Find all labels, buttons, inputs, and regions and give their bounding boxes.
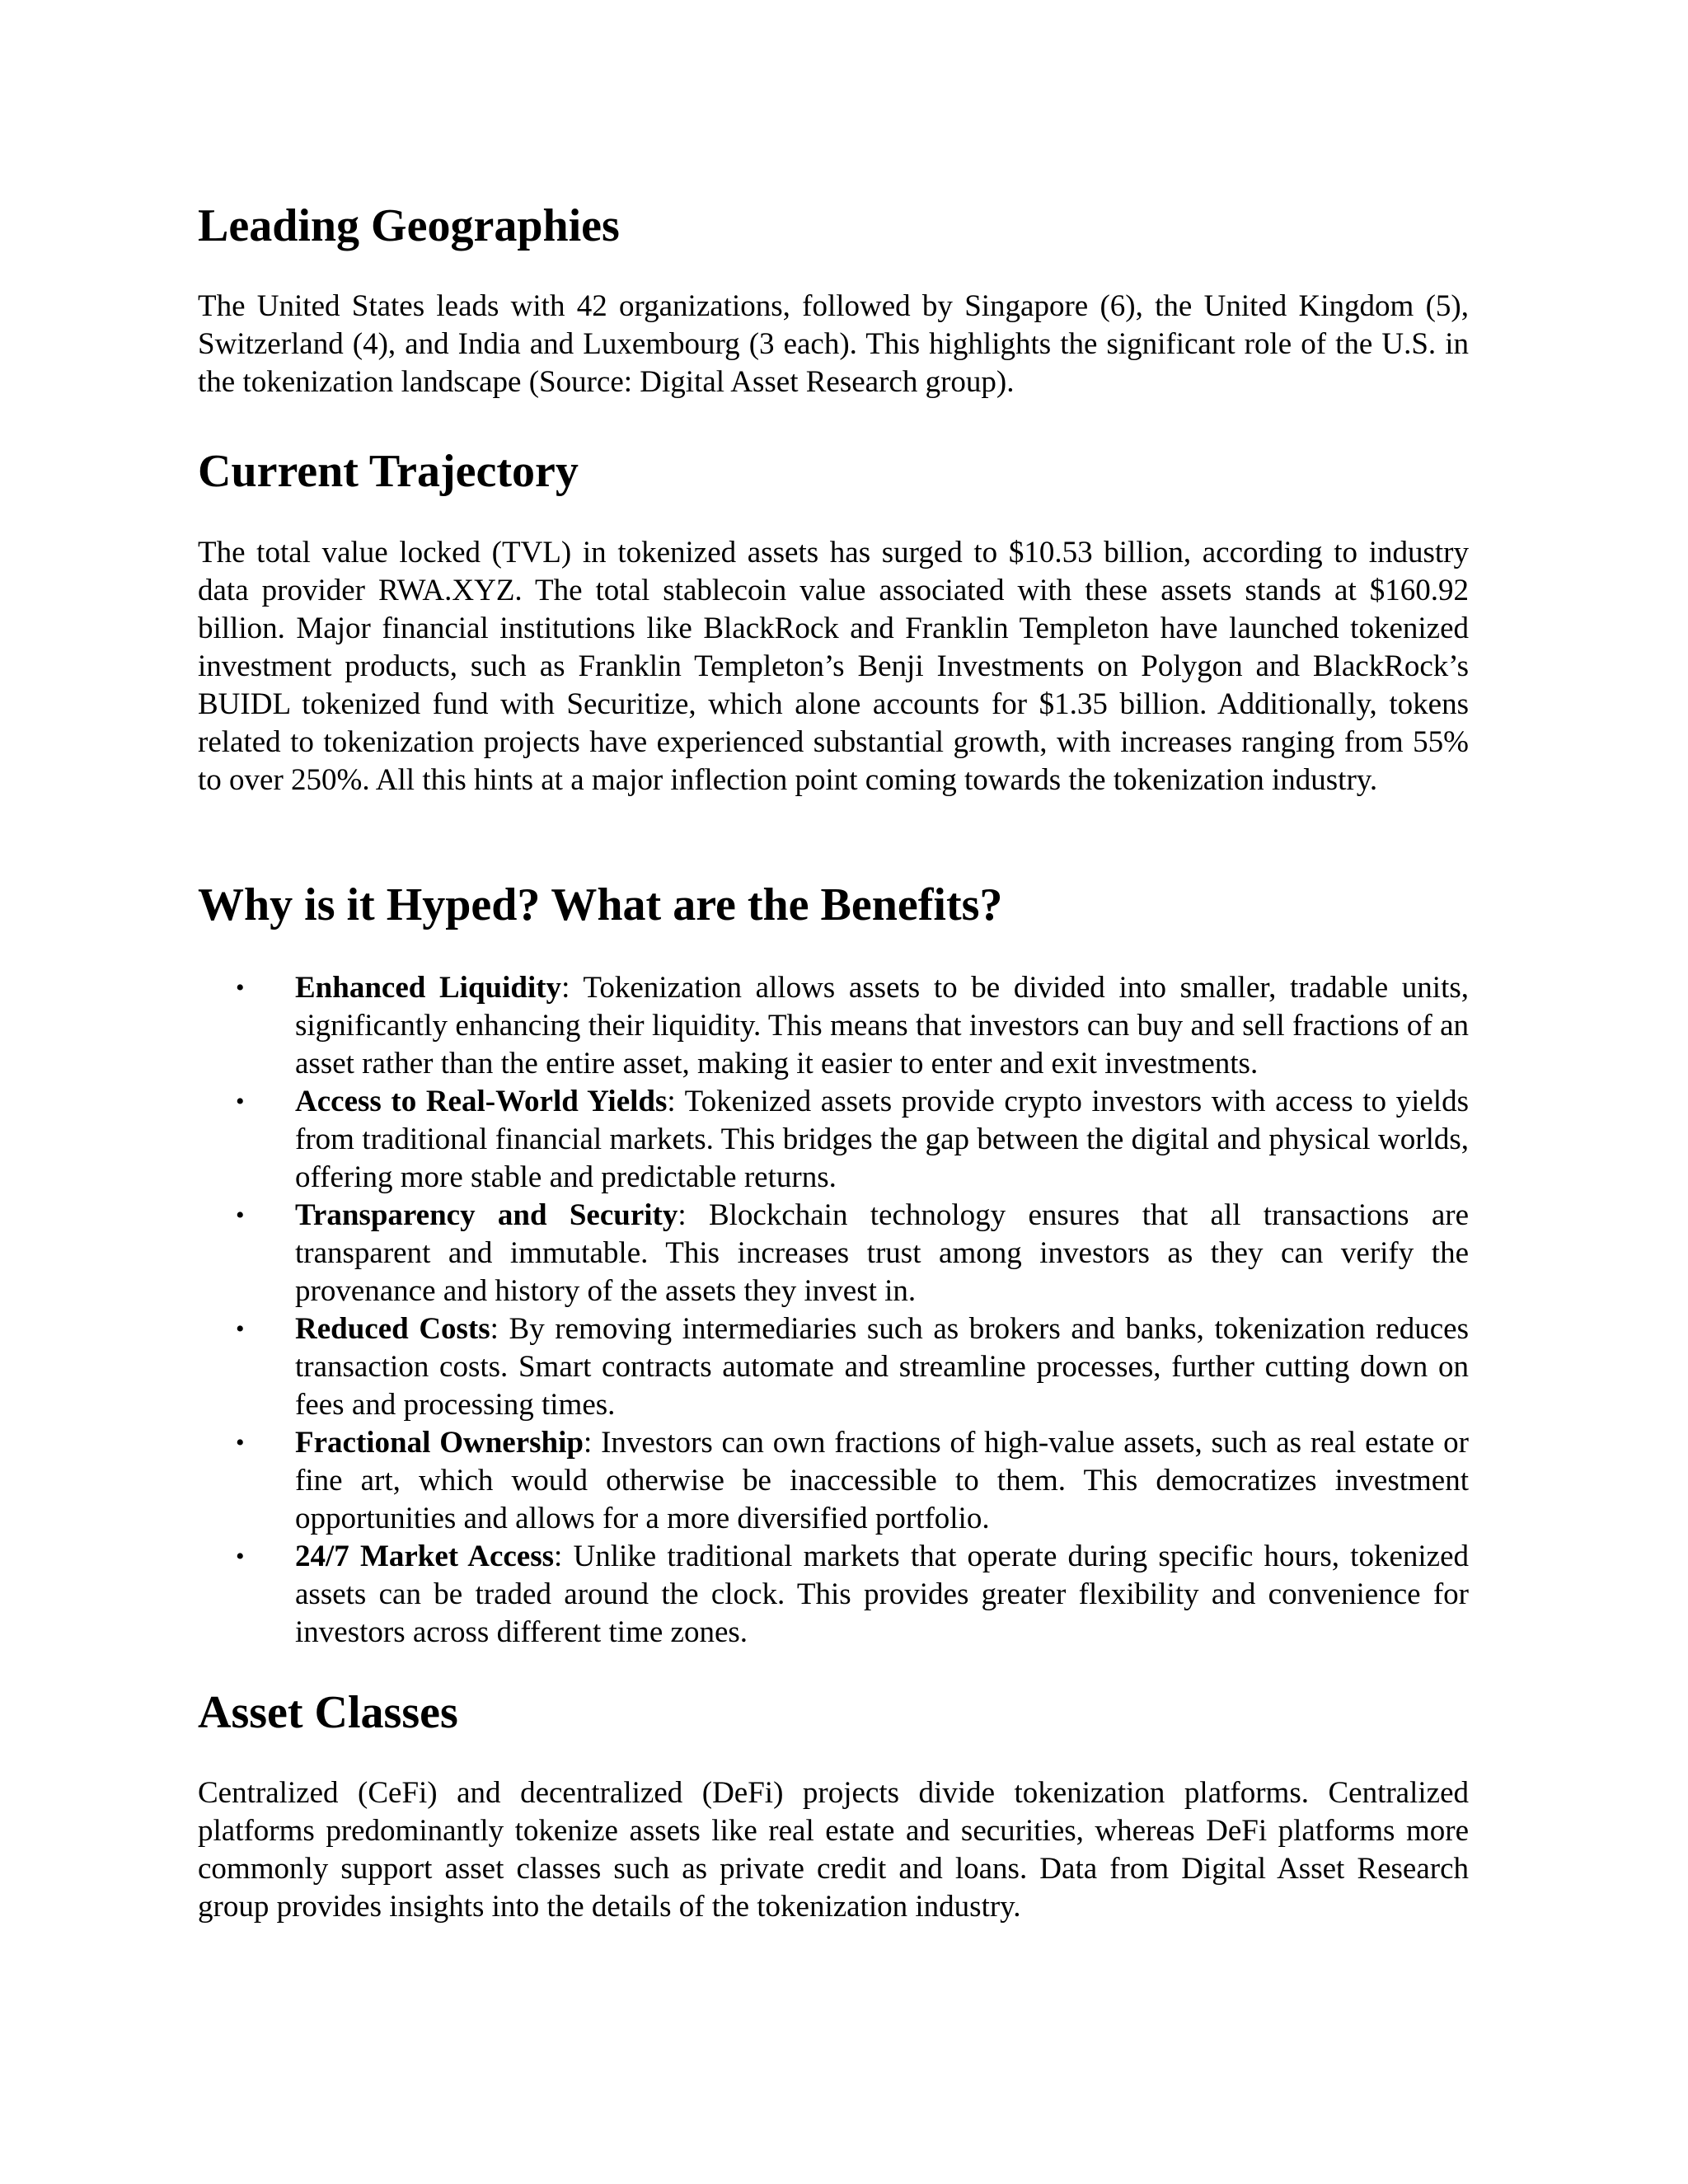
benefit-text: : Blockchain technology ensures that all transactions are transparent and immutable. This increases trust among investors as they can verify the provenance and history of the assets they invest in. bbox=[295, 1198, 1469, 1308]
benefit-term: Reduced Costs bbox=[295, 1312, 490, 1346]
benefit-term: Transparency and Security bbox=[295, 1198, 678, 1232]
list-item bbox=[198, 1083, 1469, 1197]
benefit-text: : Tokenized assets provide crypto investors with access to yields from traditional financial markets. This bridges the gap between the digital and physical worlds, offering more stable and predictable returns. bbox=[295, 1085, 1469, 1194]
bullet-icon: • bbox=[236, 1202, 245, 1229]
section-heading-current-trajectory: Current Trajectory bbox=[198, 446, 579, 497]
list-item bbox=[198, 1310, 1469, 1424]
benefit-term: Enhanced Liquidity bbox=[295, 971, 562, 1005]
benefit-text: : By removing intermediaries such as brokers and banks, tokenization reduces transaction costs. Smart contracts automate and streamline processes, further cutting down on fees and processing times. bbox=[295, 1312, 1469, 1422]
benefits-list bbox=[198, 969, 1469, 1652]
bullet-icon: • bbox=[236, 1315, 245, 1343]
bullet-icon: • bbox=[236, 1429, 245, 1456]
bullet-icon: • bbox=[236, 974, 245, 1001]
paragraph-asset-classes: Centralized (CeFi) and decentralized (DeFi) projects divide tokenization platforms. Centralized platforms predominantly tokenize assets like real estate and securities, whereas DeFi platforms more commonly support asset classes such as private credit and loans. Data from Digital Asset Research group provides insights into the details of the tokenization industry. bbox=[198, 1776, 1469, 1924]
bullet-icon: • bbox=[236, 1088, 245, 1115]
benefit-text: : Unlike traditional markets that operate during specific hours, tokenized assets can be traded around the clock. This provides greater flexibility and convenience for investors across different time zones. bbox=[295, 1540, 1469, 1649]
list-item bbox=[198, 1197, 1469, 1310]
bullet-icon: • bbox=[236, 1543, 245, 1570]
benefit-term: 24/7 Market Access bbox=[295, 1540, 555, 1573]
benefit-term: Access to Real-World Yields bbox=[295, 1085, 668, 1118]
paragraph-current-trajectory: The total value locked (TVL) in tokenized assets has surged to $10.53 billion, according to industry data provider RWA.XYZ. The total stablecoin value associated with these assets stands at $160.92 billion. Major financial institutions like BlackRock and Franklin Templeton have launched tokenized investment products, such as Franklin Templeton’s Benji Investments on Polygon and BlackRock’s BUIDL tokenized fund with Securitize, which alone accounts for $1.35 billion. Additionally, tokens related to tokenization projects have experienced substantial growth, with increases ranging from 55% to over 250%. All this hints at a major inflection point coming towards the tokenization industry. bbox=[198, 536, 1469, 797]
list-item bbox=[198, 969, 1469, 1083]
benefit-text: : Tokenization allows assets to be divided into smaller, tradable units, significantly enhancing their liquidity. This means that investors can buy and sell fractions of an asset rather than the entire asset, making it easier to enter and exit investments. bbox=[295, 971, 1469, 1080]
benefit-term: Fractional Ownership bbox=[295, 1426, 584, 1460]
section-heading-asset-classes: Asset Classes bbox=[198, 1687, 458, 1738]
section-heading-leading-geographies: Leading Geographies bbox=[198, 200, 620, 251]
list-item bbox=[198, 1424, 1469, 1538]
paragraph-leading-geographies: The United States leads with 42 organizations, followed by Singapore (6), the United Kingdom (5), Switzerland (4), and India and Luxembourg (3 each). This highlights the significant role of the U.S. in the tokenization landscape (Source: Digital Asset Research group). bbox=[198, 289, 1469, 399]
list-item bbox=[198, 1538, 1469, 1652]
benefit-text: : Investors can own fractions of high-value assets, such as real estate or fine art, which would otherwise be inaccessible to them. This democratizes investment opportunities and allows for a more diversified portfolio. bbox=[295, 1426, 1469, 1535]
section-heading-benefits: Why is it Hyped? What are the Benefits? bbox=[198, 879, 1003, 930]
